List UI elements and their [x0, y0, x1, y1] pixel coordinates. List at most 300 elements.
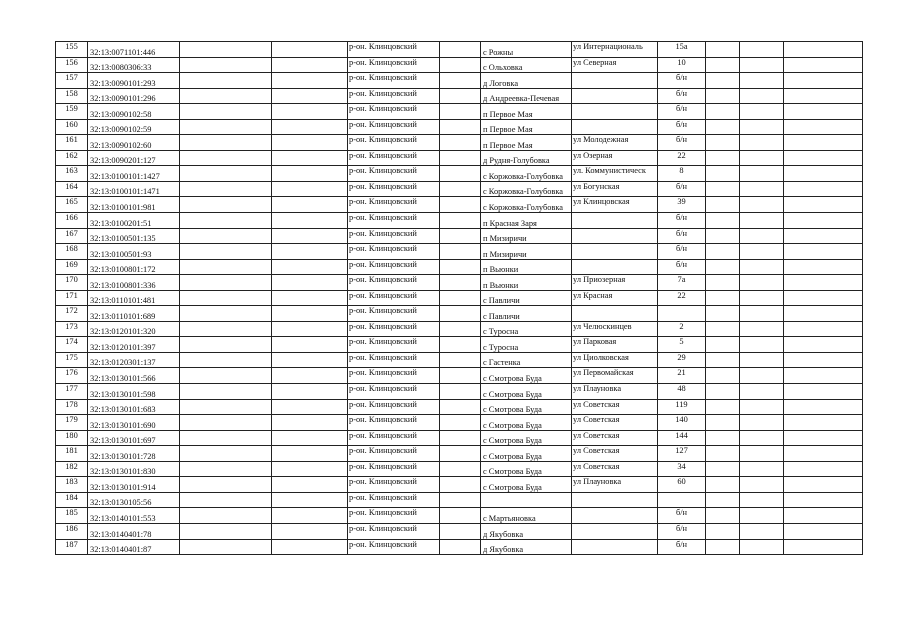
empty-cell: [180, 104, 272, 120]
empty-cell: [784, 430, 863, 446]
empty-cell: [272, 244, 348, 260]
house-number: 48: [658, 384, 706, 400]
empty-cell: [784, 337, 863, 353]
table-row: [56, 135, 863, 151]
empty-cell: [784, 150, 863, 166]
empty-cell: [706, 228, 740, 244]
empty-cell: [740, 181, 784, 197]
street: [572, 73, 658, 89]
district: р-он. Клинцовский: [348, 492, 440, 508]
district: р-он. Клинцовский: [348, 306, 440, 322]
cadastral-number: 32:13:0090102:60: [88, 135, 180, 151]
empty-cell: [272, 135, 348, 151]
row-number: 157: [56, 73, 88, 89]
street: ул Плауновка: [572, 477, 658, 493]
empty-cell: [440, 181, 481, 197]
row-number: 160: [56, 119, 88, 135]
empty-cell: [740, 446, 784, 462]
empty-cell: [272, 197, 348, 213]
empty-cell: [180, 42, 272, 58]
table-row: [56, 384, 863, 400]
empty-cell: [740, 150, 784, 166]
empty-cell: [272, 492, 348, 508]
cadastral-number: 32:13:0090101:293: [88, 73, 180, 89]
house-number: б/н: [658, 88, 706, 104]
empty-cell: [740, 337, 784, 353]
locality: с Гастенка: [481, 352, 572, 368]
house-number: б/н: [658, 73, 706, 89]
district: р-он. Клинцовский: [348, 119, 440, 135]
cadastral-number: 32:13:0100101:1427: [88, 166, 180, 182]
empty-cell: [272, 290, 348, 306]
cadastral-number: 32:13:0130101:697: [88, 430, 180, 446]
row-number: 185: [56, 508, 88, 524]
empty-cell: [180, 290, 272, 306]
cadastral-number: 32:13:0140401:78: [88, 523, 180, 539]
street: ул Северная: [572, 57, 658, 73]
street: [572, 306, 658, 322]
empty-cell: [272, 228, 348, 244]
registry-table-body: [56, 42, 863, 555]
empty-cell: [784, 415, 863, 431]
empty-cell: [706, 259, 740, 275]
empty-cell: [740, 415, 784, 431]
district: р-он. Клинцовский: [348, 104, 440, 120]
empty-cell: [440, 415, 481, 431]
house-number: 5: [658, 337, 706, 353]
empty-cell: [784, 259, 863, 275]
empty-cell: [784, 539, 863, 555]
empty-cell: [440, 42, 481, 58]
empty-cell: [272, 399, 348, 415]
locality: с Смотрова Буда: [481, 461, 572, 477]
cadastral-number: 32:13:0100101:1471: [88, 181, 180, 197]
district: р-он. Клинцовский: [348, 290, 440, 306]
street: ул Советская: [572, 415, 658, 431]
cadastral-number: 32:13:0140101:553: [88, 508, 180, 524]
street: ул Озерная: [572, 150, 658, 166]
row-number: 178: [56, 399, 88, 415]
empty-cell: [440, 119, 481, 135]
empty-cell: [784, 73, 863, 89]
empty-cell: [180, 539, 272, 555]
empty-cell: [784, 477, 863, 493]
table-row: [56, 290, 863, 306]
table-row: [56, 244, 863, 260]
locality: п Мизиричи: [481, 228, 572, 244]
row-number: 162: [56, 150, 88, 166]
locality: д Андреевка-Печевая: [481, 88, 572, 104]
empty-cell: [440, 539, 481, 555]
empty-cell: [784, 461, 863, 477]
empty-cell: [706, 352, 740, 368]
table-row: [56, 508, 863, 524]
table-row: [56, 399, 863, 415]
table-row: [56, 259, 863, 275]
locality: п Мизиричи: [481, 244, 572, 260]
row-number: 158: [56, 88, 88, 104]
empty-cell: [440, 290, 481, 306]
table-row: [56, 306, 863, 322]
locality: с Смотрова Буда: [481, 446, 572, 462]
empty-cell: [272, 57, 348, 73]
cadastral-number: 32:13:0120101:397: [88, 337, 180, 353]
empty-cell: [784, 508, 863, 524]
house-number: 29: [658, 352, 706, 368]
empty-cell: [272, 104, 348, 120]
empty-cell: [180, 446, 272, 462]
empty-cell: [272, 430, 348, 446]
row-number: 167: [56, 228, 88, 244]
district: р-он. Клинцовский: [348, 166, 440, 182]
table-row: [56, 57, 863, 73]
house-number: 8: [658, 166, 706, 182]
table-row: [56, 119, 863, 135]
empty-cell: [272, 181, 348, 197]
house-number: 10: [658, 57, 706, 73]
locality: п Красная Заря: [481, 213, 572, 229]
empty-cell: [784, 306, 863, 322]
street: [572, 523, 658, 539]
house-number: б/н: [658, 508, 706, 524]
row-number: 165: [56, 197, 88, 213]
locality: п Первое Мая: [481, 135, 572, 151]
empty-cell: [740, 88, 784, 104]
empty-cell: [784, 88, 863, 104]
empty-cell: [440, 259, 481, 275]
street: ул Молодежная: [572, 135, 658, 151]
district: р-он. Клинцовский: [348, 352, 440, 368]
empty-cell: [272, 42, 348, 58]
empty-cell: [180, 508, 272, 524]
row-number: 187: [56, 539, 88, 555]
house-number: б/н: [658, 259, 706, 275]
district: р-он. Клинцовский: [348, 228, 440, 244]
empty-cell: [740, 539, 784, 555]
district: р-он. Клинцовский: [348, 508, 440, 524]
empty-cell: [740, 166, 784, 182]
empty-cell: [784, 42, 863, 58]
empty-cell: [180, 275, 272, 291]
locality: д Логовка: [481, 73, 572, 89]
empty-cell: [180, 384, 272, 400]
empty-cell: [440, 430, 481, 446]
row-number: 161: [56, 135, 88, 151]
street: [572, 104, 658, 120]
empty-cell: [706, 523, 740, 539]
house-number: б/н: [658, 228, 706, 244]
table-row: [56, 461, 863, 477]
empty-cell: [180, 337, 272, 353]
empty-cell: [706, 508, 740, 524]
street: [572, 539, 658, 555]
empty-cell: [180, 352, 272, 368]
empty-cell: [272, 119, 348, 135]
empty-cell: [272, 352, 348, 368]
empty-cell: [740, 275, 784, 291]
cadastral-number: 32:13:0110101:481: [88, 290, 180, 306]
table-row: [56, 104, 863, 120]
empty-cell: [440, 461, 481, 477]
empty-cell: [784, 57, 863, 73]
empty-cell: [180, 321, 272, 337]
row-number: 169: [56, 259, 88, 275]
row-number: 186: [56, 523, 88, 539]
row-number: 174: [56, 337, 88, 353]
locality: с Смотрова Буда: [481, 430, 572, 446]
street: ул. Коммунистическ: [572, 166, 658, 182]
locality: с Коржовка-Голубовка: [481, 166, 572, 182]
empty-cell: [706, 321, 740, 337]
empty-cell: [272, 539, 348, 555]
empty-cell: [784, 197, 863, 213]
street: ул Клинцовская: [572, 197, 658, 213]
cadastral-number: 32:13:0130101:598: [88, 384, 180, 400]
house-number: 2: [658, 321, 706, 337]
empty-cell: [784, 275, 863, 291]
district: р-он. Клинцовский: [348, 244, 440, 260]
empty-cell: [272, 337, 348, 353]
empty-cell: [180, 119, 272, 135]
empty-cell: [440, 135, 481, 151]
district: р-он. Клинцовский: [348, 384, 440, 400]
empty-cell: [784, 321, 863, 337]
empty-cell: [740, 368, 784, 384]
empty-cell: [740, 135, 784, 151]
house-number: 127: [658, 446, 706, 462]
cadastral-number: 32:13:0100501:135: [88, 228, 180, 244]
house-number: б/н: [658, 119, 706, 135]
empty-cell: [440, 523, 481, 539]
empty-cell: [180, 415, 272, 431]
empty-cell: [180, 88, 272, 104]
cadastral-number: 32:13:0130101:914: [88, 477, 180, 493]
empty-cell: [740, 42, 784, 58]
cadastral-number: 32:13:0100801:172: [88, 259, 180, 275]
row-number: 168: [56, 244, 88, 260]
cadastral-number: 32:13:0100101:981: [88, 197, 180, 213]
empty-cell: [272, 477, 348, 493]
empty-cell: [784, 492, 863, 508]
house-number: б/н: [658, 181, 706, 197]
table-row: [56, 73, 863, 89]
cadastral-number: 32:13:0130101:728: [88, 446, 180, 462]
row-number: 171: [56, 290, 88, 306]
empty-cell: [706, 337, 740, 353]
empty-cell: [272, 275, 348, 291]
empty-cell: [440, 306, 481, 322]
locality: с Смотрова Буда: [481, 384, 572, 400]
empty-cell: [180, 197, 272, 213]
house-number: [658, 306, 706, 322]
registry-table: [55, 41, 863, 555]
house-number: б/н: [658, 523, 706, 539]
locality: с Коржовка-Голубовка: [481, 181, 572, 197]
empty-cell: [706, 399, 740, 415]
empty-cell: [706, 539, 740, 555]
house-number: 144: [658, 430, 706, 446]
empty-cell: [706, 368, 740, 384]
empty-cell: [706, 477, 740, 493]
empty-cell: [740, 197, 784, 213]
cadastral-number: 32:13:0100801:336: [88, 275, 180, 291]
empty-cell: [706, 415, 740, 431]
row-number: 184: [56, 492, 88, 508]
empty-cell: [706, 384, 740, 400]
district: р-он. Клинцовский: [348, 337, 440, 353]
empty-cell: [272, 523, 348, 539]
empty-cell: [740, 508, 784, 524]
locality: д Якубовка: [481, 523, 572, 539]
empty-cell: [784, 290, 863, 306]
table-row: [56, 213, 863, 229]
cadastral-number: 32:13:0120101:320: [88, 321, 180, 337]
empty-cell: [784, 135, 863, 151]
empty-cell: [706, 306, 740, 322]
house-number: 7а: [658, 275, 706, 291]
empty-cell: [784, 446, 863, 462]
table-row: [56, 321, 863, 337]
street: [572, 228, 658, 244]
empty-cell: [272, 306, 348, 322]
empty-cell: [440, 213, 481, 229]
house-number: 60: [658, 477, 706, 493]
row-number: 172: [56, 306, 88, 322]
cadastral-number: 32:13:0130101:690: [88, 415, 180, 431]
street: ул Советская: [572, 399, 658, 415]
empty-cell: [784, 523, 863, 539]
street: ул Богунская: [572, 181, 658, 197]
table-row: [56, 492, 863, 508]
district: р-он. Клинцовский: [348, 399, 440, 415]
empty-cell: [180, 492, 272, 508]
empty-cell: [706, 42, 740, 58]
street: ул Приозерная: [572, 275, 658, 291]
empty-cell: [740, 430, 784, 446]
locality: п Первое Мая: [481, 104, 572, 120]
district: р-он. Клинцовский: [348, 368, 440, 384]
empty-cell: [706, 461, 740, 477]
row-number: 177: [56, 384, 88, 400]
street: [572, 119, 658, 135]
cadastral-number: 32:13:0130101:830: [88, 461, 180, 477]
cadastral-number: 32:13:0140401:87: [88, 539, 180, 555]
empty-cell: [272, 166, 348, 182]
cadastral-number: 32:13:0130105:56: [88, 492, 180, 508]
empty-cell: [706, 104, 740, 120]
district: р-он. Клинцовский: [348, 150, 440, 166]
house-number: б/н: [658, 213, 706, 229]
row-number: 180: [56, 430, 88, 446]
cadastral-number: 32:13:0090102:59: [88, 119, 180, 135]
cadastral-number: 32:13:0071101:446: [88, 42, 180, 58]
cadastral-number: 32:13:0100201:51: [88, 213, 180, 229]
empty-cell: [706, 73, 740, 89]
table-row: [56, 166, 863, 182]
street: [572, 492, 658, 508]
table-row: [56, 228, 863, 244]
locality: с Туросна: [481, 321, 572, 337]
district: р-он. Клинцовский: [348, 321, 440, 337]
empty-cell: [740, 492, 784, 508]
table-row: [56, 88, 863, 104]
locality: с Павличи: [481, 290, 572, 306]
table-row: [56, 446, 863, 462]
house-number: 21: [658, 368, 706, 384]
row-number: 181: [56, 446, 88, 462]
locality: с Смотрова Буда: [481, 477, 572, 493]
street: ул Парковая: [572, 337, 658, 353]
district: р-он. Клинцовский: [348, 430, 440, 446]
empty-cell: [272, 368, 348, 384]
table-row: [56, 197, 863, 213]
empty-cell: [784, 228, 863, 244]
locality: д Рудня-Голубовка: [481, 150, 572, 166]
district: р-он. Клинцовский: [348, 73, 440, 89]
empty-cell: [740, 290, 784, 306]
empty-cell: [706, 492, 740, 508]
empty-cell: [784, 213, 863, 229]
district: р-он. Клинцовский: [348, 523, 440, 539]
row-number: 175: [56, 352, 88, 368]
empty-cell: [706, 244, 740, 260]
district: р-он. Клинцовский: [348, 415, 440, 431]
empty-cell: [440, 228, 481, 244]
empty-cell: [740, 119, 784, 135]
row-number: 182: [56, 461, 88, 477]
locality: с Мартьяновка: [481, 508, 572, 524]
district: р-он. Клинцовский: [348, 259, 440, 275]
district: р-он. Клинцовский: [348, 197, 440, 213]
cadastral-number: 32:13:0110101:689: [88, 306, 180, 322]
row-number: 170: [56, 275, 88, 291]
empty-cell: [740, 321, 784, 337]
empty-cell: [440, 197, 481, 213]
table-row: [56, 352, 863, 368]
street: [572, 88, 658, 104]
empty-cell: [440, 321, 481, 337]
table-row: [56, 430, 863, 446]
empty-cell: [180, 150, 272, 166]
street: ул Плауновка: [572, 384, 658, 400]
street: [572, 508, 658, 524]
table-row: [56, 337, 863, 353]
empty-cell: [272, 384, 348, 400]
street: ул Интернациональ: [572, 42, 658, 58]
empty-cell: [706, 135, 740, 151]
district: р-он. Клинцовский: [348, 275, 440, 291]
empty-cell: [784, 368, 863, 384]
empty-cell: [706, 166, 740, 182]
row-number: 173: [56, 321, 88, 337]
empty-cell: [180, 259, 272, 275]
empty-cell: [440, 368, 481, 384]
row-number: 164: [56, 181, 88, 197]
cadastral-number: 32:13:0130101:566: [88, 368, 180, 384]
empty-cell: [706, 430, 740, 446]
empty-cell: [272, 259, 348, 275]
locality: с Туросна: [481, 337, 572, 353]
empty-cell: [784, 399, 863, 415]
empty-cell: [440, 104, 481, 120]
street: ул Челюскинцев: [572, 321, 658, 337]
street: ул Советская: [572, 446, 658, 462]
empty-cell: [740, 461, 784, 477]
table-row: [56, 181, 863, 197]
empty-cell: [272, 321, 348, 337]
table-row: [56, 539, 863, 555]
empty-cell: [180, 430, 272, 446]
